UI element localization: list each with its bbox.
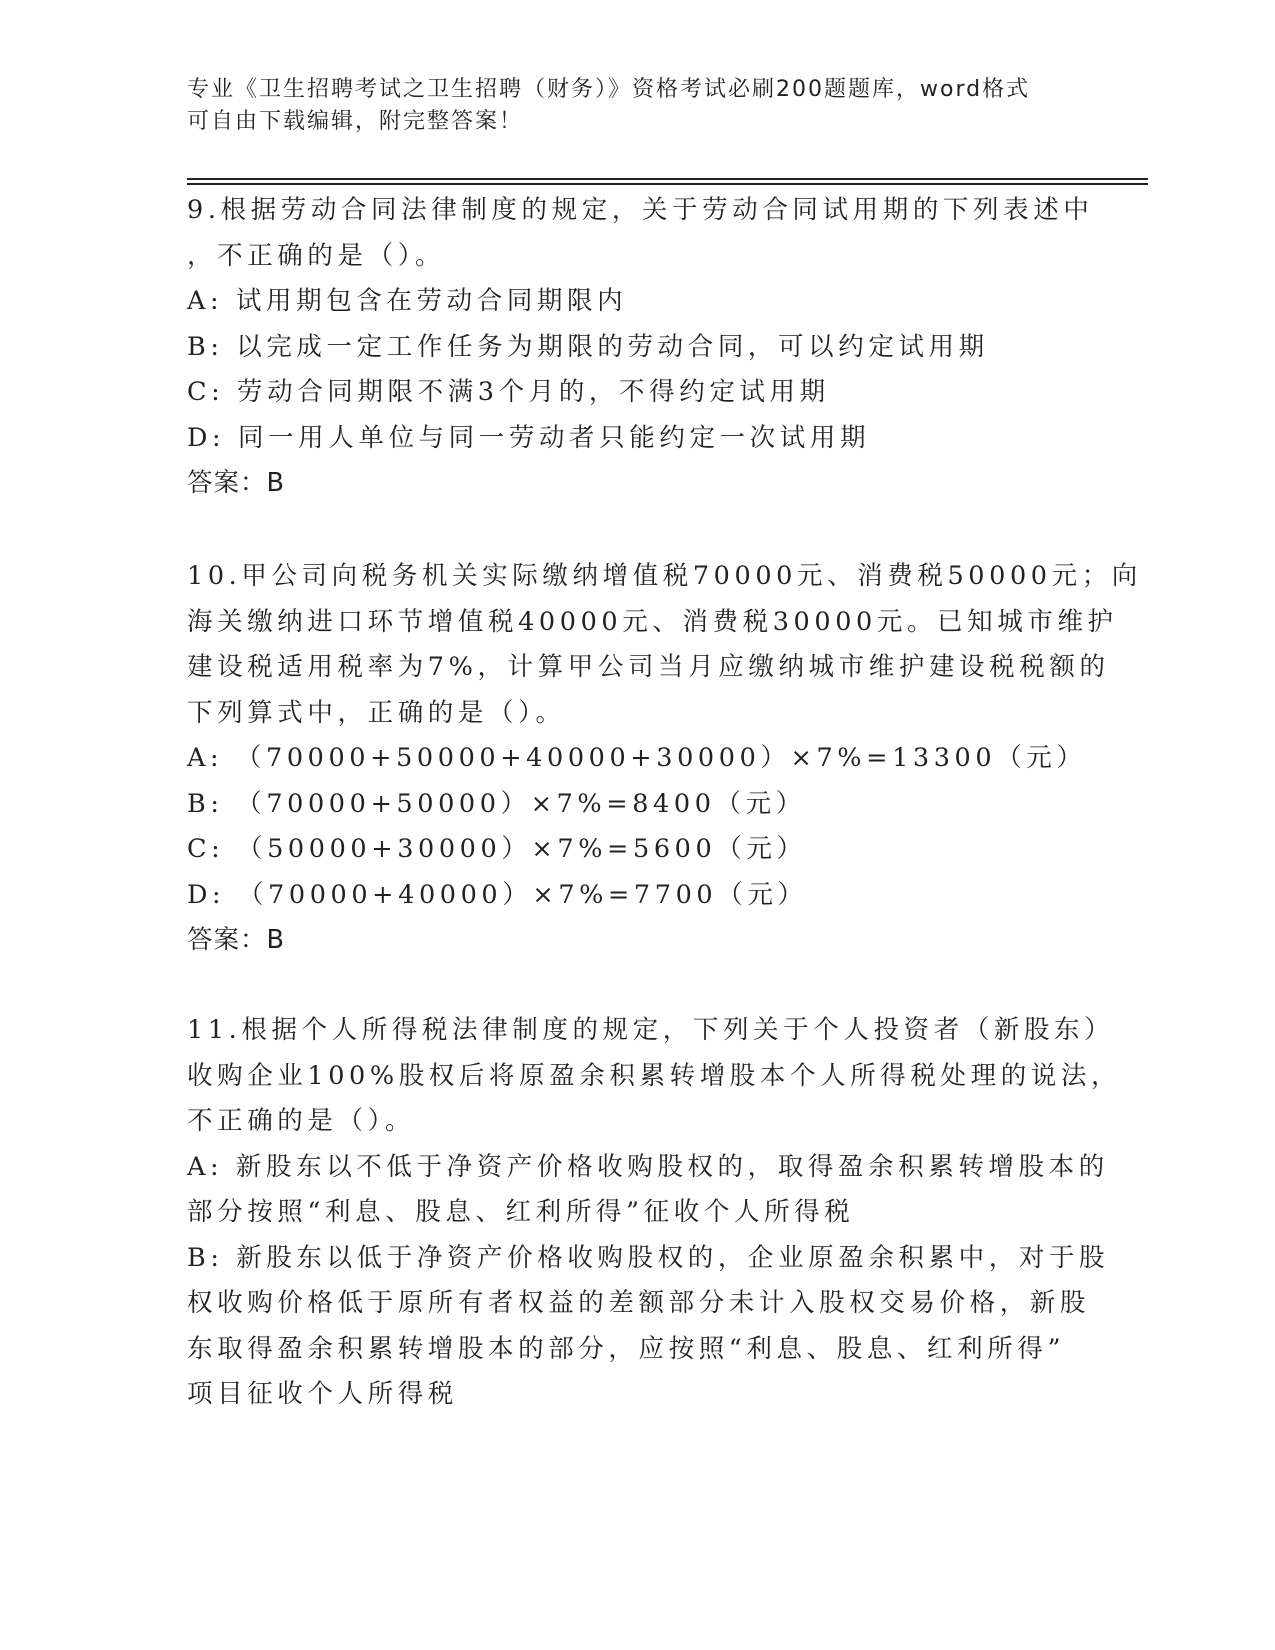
option-line: B: （70000+50000）×7%=8400（元）	[187, 788, 806, 819]
stem-line: 10.甲公司向税务机关实际缴纳增值税70000元、消费税50000元；向	[187, 561, 1142, 591]
header-divider-top	[187, 178, 1148, 180]
question-stem	[187, 554, 1142, 736]
option-a	[187, 736, 1087, 782]
option-d	[187, 873, 1067, 919]
header-line: 专业《卫生招聘考试之卫生招聘（财务）》资格考试必刷200题题库，word格式	[187, 77, 1031, 102]
option-line: C: 劳动合同期限不满3个月的，不得约定试用期	[187, 377, 830, 407]
option-c	[187, 370, 1067, 416]
option-a	[187, 279, 1067, 325]
stem-line: 9.根据劳动合同法律制度的规定，关于劳动合同试用期的下列表述中	[187, 195, 1094, 225]
option-a	[187, 1145, 1109, 1236]
option-line: 部分按照“利息、股息、红利所得”征收个人所得税	[187, 1197, 855, 1227]
option-line: B: 新股东以低于净资产价格收购股权的，企业原盈余积累中，对于股	[187, 1242, 1110, 1273]
header-line: 可自由下载编辑，附完整答案！	[187, 109, 524, 134]
question-10	[187, 554, 1142, 964]
option-line: B: 以完成一定工作任务为期限的劳动合同，可以约定试用期	[187, 331, 989, 362]
stem-line: 建设税适用税率为7%，计算甲公司当月应缴纳城市维护建设税税额的	[187, 652, 1110, 682]
option-line: A: 试用期包含在劳动合同期限内	[187, 286, 628, 316]
stem-line: 海关缴纳进口环节增值税40000元、消费税30000元。已知城市维护	[187, 606, 1118, 637]
question-9	[187, 188, 1094, 507]
option-line: 项目征收个人所得税	[187, 1379, 458, 1409]
question-stem	[187, 188, 1094, 279]
header-divider-bottom	[187, 183, 1148, 185]
stem-line: 下列算式中，正确的是（）。	[187, 697, 566, 728]
option-line: C: （50000+30000）×7%=5600（元）	[187, 834, 807, 864]
option-b	[187, 325, 1067, 371]
stem-line: 11.根据个人所得税法律制度的规定，下列关于个人投资者（新股东）	[187, 1015, 1115, 1045]
question-11	[187, 1008, 1122, 1418]
option-line: 东取得盈余积累转增股本的部分，应按照“利息、股息、红利所得”	[187, 1333, 1066, 1364]
option-line: A: 新股东以不低于净资产价格收购股权的，取得盈余积累转增股本的	[187, 1151, 1109, 1182]
option-d	[187, 416, 1067, 462]
stem-line: 不正确的是（）。	[187, 1106, 416, 1136]
document-header	[187, 74, 1067, 138]
option-line: 权收购价格低于原所有者权益的差额部分未计入股权交易价格，新股	[187, 1288, 1091, 1318]
question-stem	[187, 1008, 1122, 1145]
stem-line: 收购企业100%股权后将原盈余积累转增股本个人所得税处理的说法，	[187, 1060, 1122, 1091]
answer-label: 答案：B	[187, 468, 285, 498]
answer-label: 答案：B	[187, 925, 285, 955]
option-line: D: （70000+40000）×7%=7700（元）	[187, 879, 808, 910]
option-c	[187, 827, 1067, 873]
option-b	[187, 782, 1067, 828]
option-b	[187, 1236, 1110, 1418]
option-line: D: 同一用人单位与同一劳动者只能约定一次试用期	[187, 422, 871, 453]
stem-line: ，不正确的是（）。	[187, 240, 446, 271]
option-line: A: （70000+50000+40000+30000）×7%=13300（元）	[187, 743, 1087, 773]
